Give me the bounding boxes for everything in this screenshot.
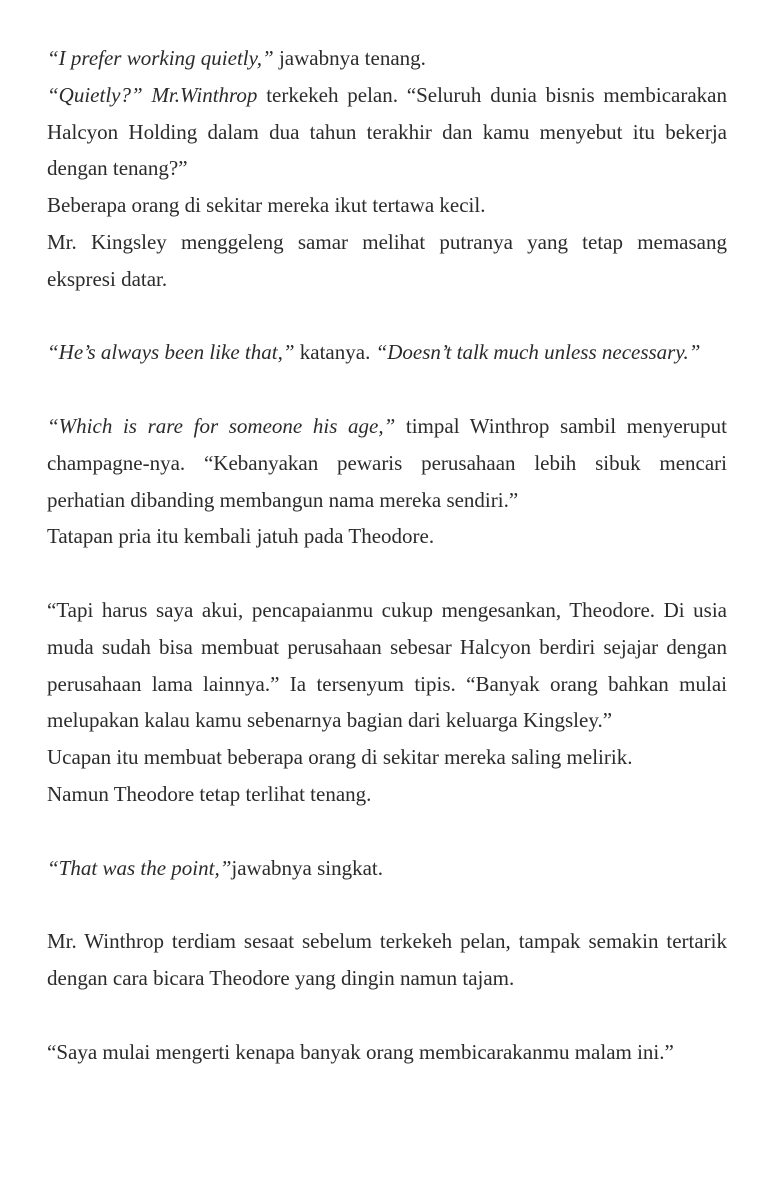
narration-text: katanya.	[294, 340, 376, 365]
dialogue-text: “Which is rare for someone his age,”	[47, 413, 396, 438]
story-text	[47, 40, 727, 1070]
narration-text: Tatapan pria itu kembali jatuh pada Theodore.	[47, 524, 435, 549]
paragraph	[47, 1034, 727, 1071]
narration-text: terkekeh pelan. “Seluruh dunia bisnis membicarakan Halcyon Holding dalam dua tahun terakhir dan kamu menyebut itu bekerja dengan tenang?”	[47, 82, 728, 181]
paragraph	[47, 518, 727, 555]
narration-text: Mr. Kingsley menggeleng samar melihat putranya yang tetap memasang ekspresi datar.	[47, 229, 727, 291]
dialogue-text: “That was the point,”	[47, 855, 232, 880]
paragraph	[47, 592, 727, 739]
dialogue-text: “He’s always been like that,”	[47, 340, 295, 365]
narration-text: jawabnya tenang.	[273, 46, 426, 70]
dialogue-text: “I prefer working quietly,”	[47, 46, 274, 70]
paragraph	[47, 40, 727, 77]
narration-text: Ucapan itu membuat beberapa orang di sekitar mereka saling melirik.	[47, 745, 633, 770]
paragraph	[47, 923, 727, 997]
dialogue-text: “Quietly?” Mr.Winthrop	[47, 82, 258, 107]
paragraph	[47, 408, 727, 518]
narration-text: “Saya mulai mengerti kenapa banyak orang membicarakanmu malam ini.”	[47, 1039, 674, 1064]
narration-text: “Tapi harus saya akui, pencapaianmu cukup mengesankan, Theodore. Di usia muda sudah bisa membuat perusahaan sebesar Halcyon berdiri sejajar dengan perusahaan lama lainnya.” Ia tersenyum tipis. “Banyak orang bahkan mulai melupakan kalau kamu sebenarnya bagian dari keluarga Kingsley.”	[47, 597, 727, 733]
paragraph	[47, 739, 727, 776]
paragraph	[47, 77, 727, 187]
paragraph	[47, 776, 727, 813]
narration-text: timpal Winthrop sambil menyeruput champagne-nya. “Kebanyakan pewaris perusahaan lebih sibuk mencari perhatian dibanding membangun nama mereka sendiri.”	[47, 413, 727, 512]
narration-text: Mr. Winthrop terdiam sesaat sebelum terkekeh pelan, tampak semakin tertarik dengan cara bicara Theodore yang dingin namun tajam.	[47, 929, 727, 990]
paragraph	[47, 334, 727, 371]
paragraph	[47, 187, 727, 224]
paragraph	[47, 224, 727, 298]
narration-text: Beberapa orang di sekitar mereka ikut tertawa kecil.	[47, 193, 486, 218]
narration-text: Namun Theodore tetap terlihat tenang.	[47, 781, 372, 806]
narration-text: jawabnya singkat.	[231, 855, 384, 880]
dialogue-text: “Doesn’t talk much unless necessary.”	[375, 340, 701, 365]
paragraph	[47, 850, 727, 887]
